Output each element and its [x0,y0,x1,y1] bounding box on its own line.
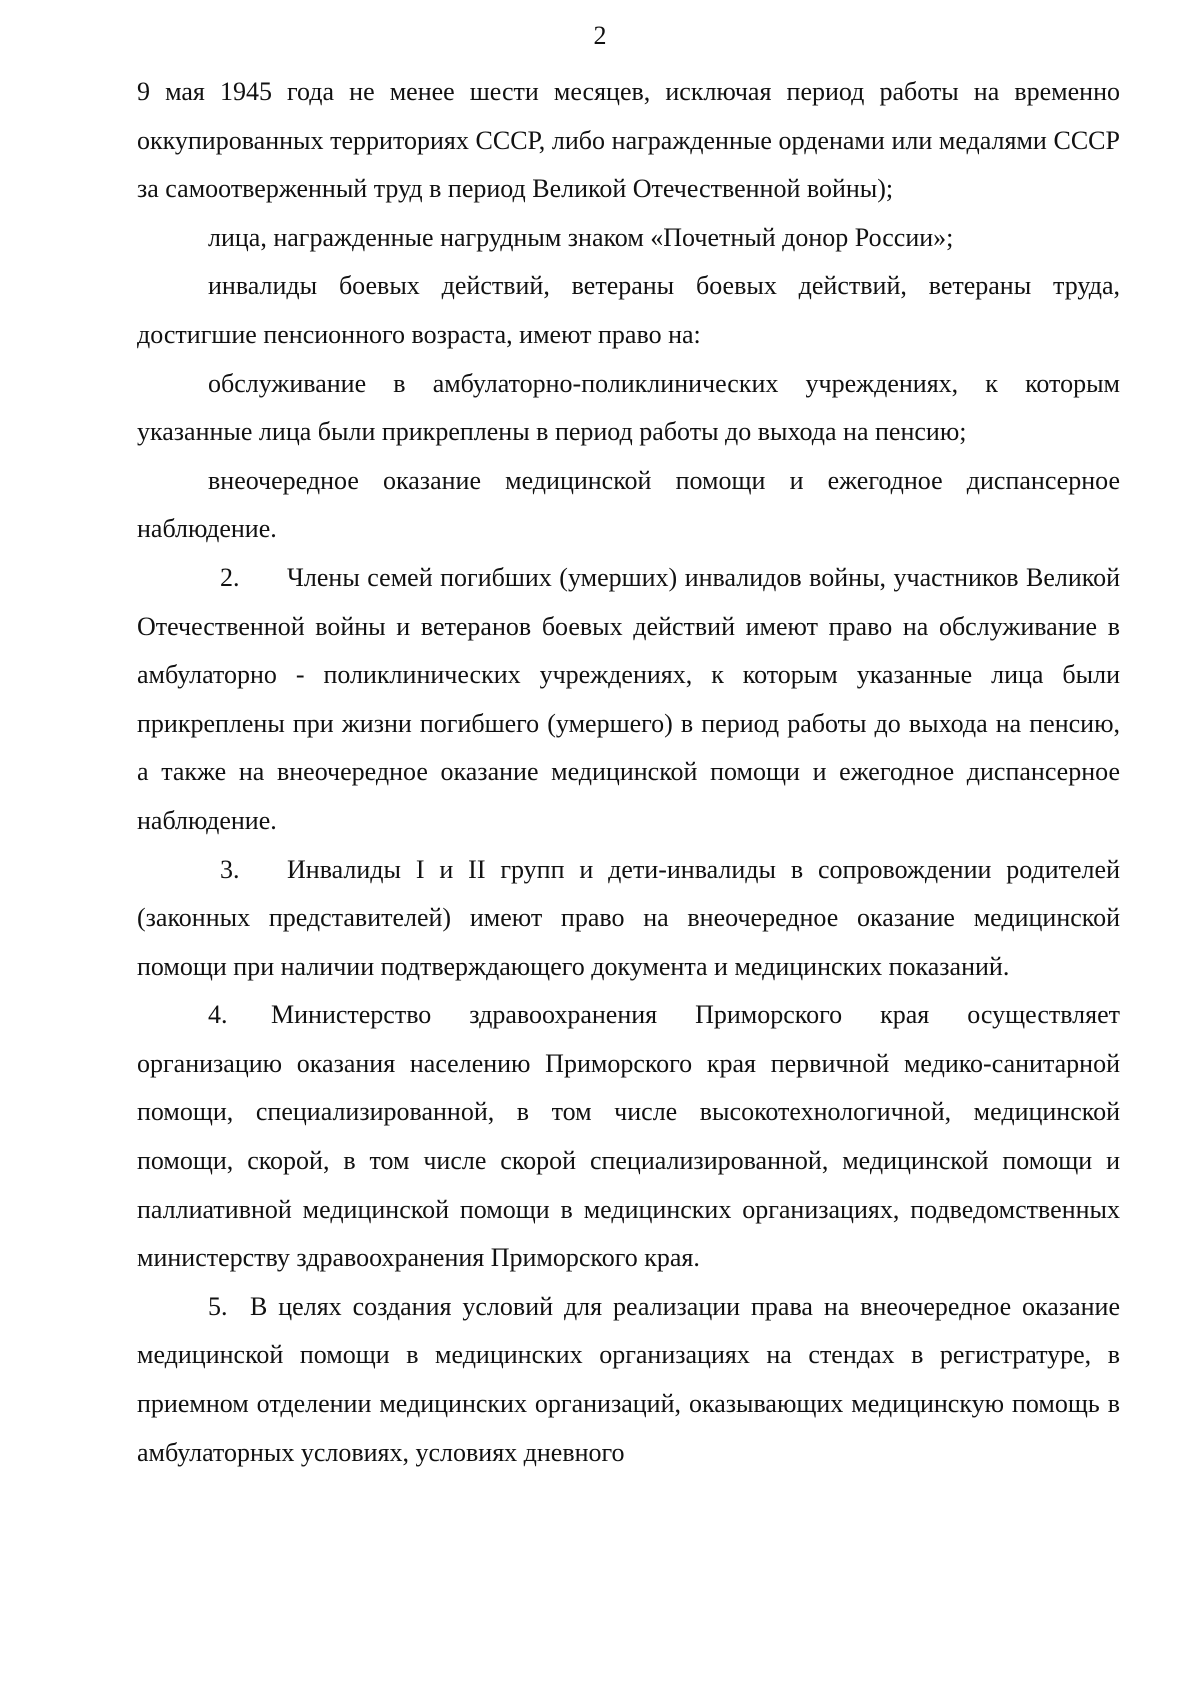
item-number: 2. [220,562,240,592]
paragraph-combat-veterans [137,262,1120,359]
paragraph-text: обслуживание в амбулаторно-поликлинических учреждениях, к которым указанные лица были прикреплены в период работы до выхода на пенсию; [137,368,1120,447]
paragraph-outpatient-service [137,360,1120,457]
numbered-item-3 [137,846,1120,992]
document-body [137,68,1120,1477]
paragraph-text: Министерство здравоохранения Приморского края осуществляет организацию оказания населению Приморского края первичной медико-санитарной помощи, специализированной, в том числе высокотехнологичной, медицинской помощи, скорой, в том числе скорой специализированной, медицинской помощи и паллиативной медицинской помощи в медицинских организациях, подведомственных министерству здравоохранения Приморского края. [137,1000,1120,1273]
page-number: 2 [593,21,607,50]
item-number: 3. [220,854,240,884]
paragraph-continuation [137,68,1120,214]
paragraph-text: инвалиды боевых действий, ветераны боевых действий, ветераны труда, достигшие пенсионного возраста, имеют право на: [137,271,1120,349]
paragraph-text: лица, награжденные нагрудным знаком «Почетный донор России»; [208,222,954,252]
paragraph-text: Члены семей погибших (умерших) инвалидов войны, участников Великой Отечественной войны и ветеранов боевых действий имеют право на обслуживание в амбулаторно - поликлинических учреждениях, к которым указанные лица были прикреплены при жизни погибшего (умершего) в период работы до выхода на пенсию, а также на внеочередное оказание медицинской помощи и ежегодное диспансерное наблюдение. [137,562,1120,835]
paragraph-priority-care [137,457,1120,554]
item-number: 5. [208,1291,228,1321]
paragraph-text: В целях создания условий для реализации права на внеочередное оказание медицинской помощи в медицинских организациях на стендах в регистратуре, в приемном отделении медицинских организаций, оказывающих медицинскую помощь в амбулаторных условиях, условиях дневного [137,1291,1120,1467]
numbered-item-5 [137,1283,1120,1477]
paragraph-text: 9 мая 1945 года не менее шести месяцев, исключая период работы на временно оккупированных территориях СССР, либо награжденные орденами или медалями СССР за самоотверженный труд в период Великой Отечественной войны); [137,77,1120,204]
paragraph-text: Инвалиды I и II групп и дети-инвалиды в сопровождении родителей (законных представителей) имеют право на внеочередное оказание медицинской помощи при наличии подтверждающего документа и медицинских показаний. [137,854,1120,981]
numbered-item-2 [137,554,1120,846]
item-number: 4. [208,1000,228,1030]
paragraph-honorary-donor [137,214,1120,263]
numbered-item-4 [137,991,1120,1283]
paragraph-text: внеочередное оказание медицинской помощи и ежегодное диспансерное наблюдение. [137,465,1120,544]
